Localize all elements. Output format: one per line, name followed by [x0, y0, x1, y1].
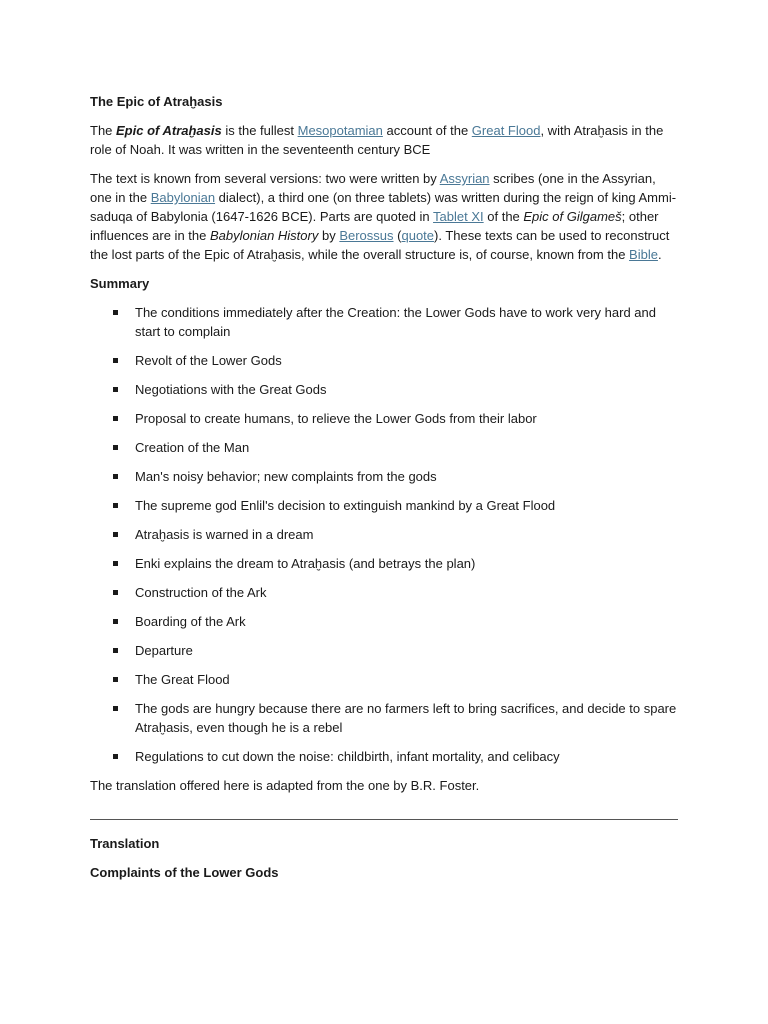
link-berossus[interactable]: Berossus [339, 228, 394, 243]
versions-text: The text is known from several versions: two were written by [90, 171, 440, 186]
bullet-icon [113, 590, 118, 595]
list-item [90, 670, 678, 689]
bullet-icon [113, 706, 118, 711]
list-item-text: Revolt of the Lower Gods [135, 353, 282, 368]
versions-text: dialect), a third one (on three tablets) was written during the reign of king Ammi-saduqa of Babylonia (1647-1626 BCE). Parts are quoted in [90, 190, 677, 224]
list-item [90, 438, 678, 457]
link-quote[interactable]: quote [401, 228, 435, 243]
bullet-icon [113, 310, 118, 315]
bullet-icon [113, 619, 118, 624]
link-bible[interactable]: Bible [629, 247, 658, 262]
versions-text: . [657, 247, 662, 262]
list-item [90, 554, 678, 573]
translation-note: The translation offered here is adapted from the one by B.R. Foster. [90, 778, 480, 793]
link-babylonian[interactable]: Babylonian [150, 190, 216, 205]
versions-paragraph [90, 169, 678, 264]
list-item-text: Enki explains the dream to Atraḫasis (and betrays the plan) [135, 556, 476, 571]
list-item-text: Creation of the Man [135, 440, 250, 455]
list-item [90, 351, 678, 370]
intro-text: is the fullest [221, 123, 298, 138]
list-item [90, 583, 678, 602]
section-heading: Complaints of the Lower Gods [90, 865, 279, 880]
versions-text: ; other influences are in the [90, 209, 659, 243]
list-item-text: Construction of the Ark [135, 585, 267, 600]
bullet-icon [113, 416, 118, 421]
document-body [90, 92, 678, 892]
bullet-icon [113, 358, 118, 363]
gilgames-title: Epic of Gilgameš [523, 209, 622, 224]
versions-text: of the [483, 209, 524, 224]
bullet-icon [113, 648, 118, 653]
list-item-text: Negotiations with the Great Gods [135, 382, 327, 397]
list-item [90, 699, 678, 737]
list-item [90, 303, 678, 341]
section-divider [90, 819, 678, 820]
list-item-text: The supreme god Enlil's decision to extinguish mankind by a Great Flood [135, 498, 556, 513]
bullet-icon [113, 754, 118, 759]
list-item [90, 467, 678, 486]
versions-text: ). These texts can be used to reconstruct the lost parts of the Epic of Atraḫasis, while the overall structure is, of course, known from the [90, 228, 670, 262]
list-item-text: Boarding of the Ark [135, 614, 246, 629]
bullet-icon [113, 561, 118, 566]
intro-text: , with Atraḫasis in the role of Noah. It was written in the seventeenth century BCE [90, 123, 664, 157]
list-item-text: Proposal to create humans, to relieve the Lower Gods from their labor [135, 411, 537, 426]
translation-heading: Translation [90, 836, 160, 851]
summary-list [90, 303, 678, 766]
versions-text: scribes (one in the Assyrian, one in the [90, 171, 656, 205]
summary-heading: Summary [90, 276, 150, 291]
link-great-flood[interactable]: Great Flood [471, 123, 541, 138]
list-item [90, 747, 678, 766]
versions-text: by [318, 228, 340, 243]
list-item-text: Man's noisy behavior; new complaints from the gods [135, 469, 437, 484]
bullet-icon [113, 503, 118, 508]
list-item-text: The gods are hungry because there are no farmers left to bring sacrifices, and decide to spare Atraḫasis, even though he is a rebel [135, 701, 677, 735]
link-tablet-xi[interactable]: Tablet XI [433, 209, 484, 224]
link-mesopotamian[interactable]: Mesopotamian [297, 123, 383, 138]
babylonian-history-title: Babylonian History [209, 228, 319, 243]
list-item [90, 641, 678, 660]
intro-text: The [90, 123, 117, 138]
versions-text: ( [393, 228, 402, 243]
bullet-icon [113, 445, 118, 450]
link-assyrian[interactable]: Assyrian [439, 171, 490, 186]
list-item [90, 380, 678, 399]
list-item [90, 409, 678, 428]
bullet-icon [113, 474, 118, 479]
list-item [90, 525, 678, 544]
list-item-text: The Great Flood [135, 672, 230, 687]
intro-paragraph [90, 121, 678, 159]
epic-title-emphasis: Epic of Atraḫasis [116, 123, 222, 138]
list-item [90, 496, 678, 515]
page-title: The Epic of Atraḫasis [90, 94, 223, 109]
bullet-icon [113, 677, 118, 682]
list-item-text: The conditions immediately after the Creation: the Lower Gods have to work very hard and start to complain [135, 305, 656, 339]
list-item-text: Atraḫasis is warned in a dream [135, 527, 314, 542]
list-item-text: Regulations to cut down the noise: childbirth, infant mortality, and celibacy [135, 749, 560, 764]
bullet-icon [113, 387, 118, 392]
list-item-text: Departure [135, 643, 193, 658]
bullet-icon [113, 532, 118, 537]
list-item [90, 612, 678, 631]
intro-text: account of the [382, 123, 472, 138]
